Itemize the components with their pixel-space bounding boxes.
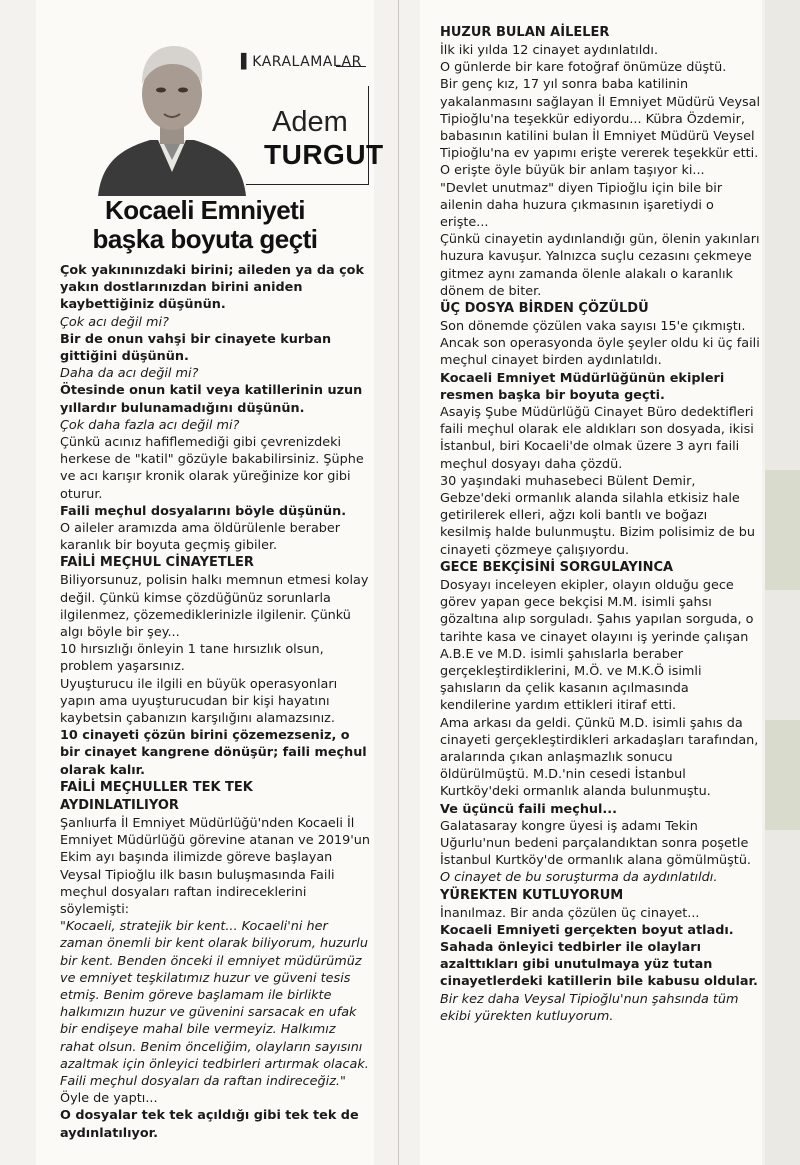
right-column-paragraph: O günlerde bir kare fotoğraf önümüze düştü.	[440, 60, 727, 76]
left-column-paragraph: Şanlıurfa İl Emniyet Müdürlüğü'nden Kocaeli İl Emniyet Müdürlüğü görevine atanan ve 2019'un Ekim ayı başında ilimizde göreve başlayan Veysal Tipioğlu ilk basın buluşmasında Faili meçhul dosyaları raftan indireceklerini söylemişti:	[60, 815, 370, 917]
right-column-paragraph: Sahada önleyici tedbirler ile olayları azalttıkları gibi unutulmaya yüz tutan cinayetlerdeki katillerin bile kabusu oldular.	[440, 939, 758, 990]
article-headline	[36, 196, 374, 254]
left-column-paragraph: Ötesinde onun katil veya katillerinin uzun yıllardır bulunamadığını düşünün.	[60, 383, 363, 416]
left-column-paragraph: Faili meçhul dosyalarını böyle düşünün.	[60, 503, 347, 519]
left-column-paragraph: Çok acı değil mi?	[60, 314, 169, 330]
left-column-paragraph: Çok daha fazla acı değil mi?	[60, 417, 240, 433]
right-column-paragraph: "Devlet unutmaz" diyen Tipioğlu için bile bir ailenin daha huzura çıkmasının işaretiydi o erişte...	[440, 180, 723, 231]
right-column-subheading: HUZUR BULAN AİLELER	[440, 25, 610, 40]
left-column-paragraph: 10 hırsızlığı önleyin 1 tane hırsızlık olsun, problem yaşarsınız.	[60, 642, 324, 675]
author-last-name: TURGUT	[264, 139, 384, 170]
right-column-paragraph: Kocaeli Emniyet Müdürlüğünün ekipleri resmen başka bir boyuta geçti.	[440, 370, 725, 403]
right-column	[420, 0, 762, 1165]
column-label: ▌KARALAMALAR	[241, 54, 362, 70]
left-column-paragraph: Çok yakınınızdaki birini; aileden ya da çok yakın dostlarınızdan birini aniden kaybettiğiniz düşünün.	[60, 263, 364, 313]
left-column-paragraph: Öyle de yaptı...	[60, 1091, 158, 1107]
headline-line-1: Kocaeli Emniyeti	[104, 195, 306, 225]
left-column-paragraph: Bir de onun vahşi bir cinayete kurban gittiğini düşünün.	[60, 331, 332, 365]
left-column-paragraph: "Kocaeli, stratejik bir kent... Kocaeli'ni her zaman önemli bir kent olarak biliyorum, huzurlu bir kent. Benden önceki il emniyet müdürümüz ve emniyet teşkilatımız huzur ve güveni tesis etmiş. Benim göreve başlamam ile birlikte halkımızın huzur ve güvenini sarsacak en ufak bir endişeye mahal bile vermeyiz. Halkımız rahat olsun. Benim önceliğim, olayların sayısını azaltmak için önleyici tedbirleri artırmak olacak. Faili meçhul dosyaları da raftan indireceğiz."	[60, 919, 369, 1089]
right-column-paragraph: Bir genç kız, 17 yıl sonra baba katilinin yakalanmasını sağlayan İl Emniyet Müdürü Veysal Tipioğlu'na teşekkür ediyordu... Kübra Özdemir, babasının katilini bulan İl Emniyet Müdürü Veysel Tipioğlu'na ev yapımı erişte vererek teşekkür etti. O erişte öyle büyük bir anlam taşıyor ki...	[440, 77, 761, 179]
right-column-paragraph: Ve üçüncü faili meçhul...	[440, 801, 618, 817]
headline-line-2: başka boyuta geçti	[92, 224, 318, 254]
left-column-paragraph: Daha da acı değil mi?	[60, 366, 199, 382]
right-column-paragraph: İlk iki yılda 12 cinayet aydınlatıldı.	[440, 43, 659, 58]
right-column-subheading: YÜREKTEN KUTLUYORUM	[440, 887, 624, 903]
right-column-body	[440, 24, 762, 1025]
left-column-subheading: FAİLİ MEÇHUL CİNAYETLER	[60, 555, 254, 571]
author-photo	[88, 32, 256, 196]
right-column-paragraph: 30 yaşındaki muhasebeci Bülent Demir, Gebze'deki ormanlık alanda silahla etkisiz hale getirilerek elleri, ağzı koli bantlı ve boğazı kesilmiş halde bulunmuştu. Bizim polisimiz de bu cinayeti çözmeye çalışıyordu.	[440, 473, 755, 558]
left-column-paragraph: Biliyorsunuz, polisin halkı memnun etmesi kolay değil. Çünkü kimse çözdüğünüz sorunlarla ilgilenmez, çözemediklerinizle ilgilenir. Çünkü algı böyle bir şey...	[60, 573, 369, 641]
column-divider	[398, 0, 399, 1165]
right-column-subheading: GECE BEKÇİSİNİ SORGULAYINCA	[440, 559, 674, 575]
right-column-paragraph: Bir kez daha Veysal Tipioğlu'nun şahsında tüm ekibi yürekten kutluyorum.	[440, 991, 739, 1024]
column-header	[36, 14, 384, 194]
right-column-paragraph: İnanılmaz. Bir anda çözülen üç cinayet...	[440, 905, 700, 921]
right-column-paragraph: Ancak son operasyonda öyle şeyler oldu ki üç faili meçhul cinayet birden aydınlatıldı.	[440, 336, 760, 369]
left-column-body	[60, 262, 372, 1142]
right-column-paragraph: Kocaeli Emniyeti gerçekten boyut atladı.	[440, 922, 734, 938]
right-column-paragraph: Galatasaray kongre üyesi iş adamı Tekin Uğurlu'nun bedeni parçalandıktan sonra poşetle İstanbul Kurtköy'de ormanlık alana gömülmüştü.	[440, 818, 752, 869]
author-first-name: Adem	[272, 106, 348, 138]
left-column	[36, 0, 384, 1165]
left-column-paragraph: Çünkü acınız hafiflemediği gibi çevrenizdeki herkese de "katil" gözüyle bakabilirsiniz. Şüphe ve acı karışır kronik olarak yüreğinize kor gibi oturur.	[60, 435, 364, 502]
column-label-rule	[336, 66, 366, 67]
left-column-paragraph: O aileler aramızda ama öldürülenle beraber karanlık bir boyuta geçmiş gibiler.	[60, 521, 341, 554]
adjacent-page-edge	[765, 0, 800, 1165]
left-column-subheading: FAİLİ MEÇHULLER TEK TEK AYDINLATILIYOR	[60, 779, 253, 813]
right-column-subheading: ÜÇ DOSYA BİRDEN ÇÖZÜLDÜ	[440, 301, 649, 317]
right-column-paragraph: Ama arkası da geldi. Çünkü M.D. isimli şahıs da cinayeti gerçekleştirdikleri arkadaşları tarafından, aralarında çıkan anlaşmazlık sonucu öldürülmüştü. M.D.'nin cesedi İstanbul Kurtköy'deki ormanlık alanda bulunmuştu.	[440, 715, 759, 800]
left-column-paragraph: 10 cinayeti çözün birini çözemezseniz, o bir cinayet kangrene dönüşür; faili meçhul olarak kalır.	[60, 728, 367, 778]
right-column-paragraph: Son dönemde çözülen vaka sayısı 15'e çıkmıştı.	[440, 319, 746, 335]
left-column-paragraph: Uyuşturucu ile ilgili en büyük operasyonları yapın ama uyuşturucudan bir kişi hayatını kaybetsin çabanızın karşılığını alamazsınız.	[60, 676, 338, 727]
left-column-paragraph: O dosyalar tek tek açıldığı gibi tek tek de aydınlatılıyor.	[60, 1108, 359, 1141]
right-column-paragraph: Asayiş Şube Müdürlüğü Cinayet Büro dedektifleri faili meçhul olarak ele aldıkları son dosyada, ikisi İstanbul, biri Kocaeli'de olmak üzere 3 ayrı faili meçhul dosyayı daha çözdü.	[440, 405, 754, 472]
right-column-paragraph: O cinayet de bu soruşturma da aydınlatıldı.	[440, 870, 718, 886]
right-column-paragraph: Dosyayı inceleyen ekipler, olayın olduğu gece görev yapan gece bekçisi M.M. isimli şahsı gözaltına alıp sorguladı. Şahıs yapılan sorguda, o tarihte kasa ve cinayet olayını iş yerinde çalışan A.B.E ve M.D. isimli şahıslarla beraber gerçekleştirdiklerini, M.Ö. ve M.K.Ö isimli şahısların da çelik kasanın açılmasında kendilerine yardım ettikleri itiraf etti.	[440, 577, 754, 714]
right-column-paragraph: Çünkü cinayetin aydınlandığı gün, ölenin yakınları huzura kavuşur. Yalnızca suçlu cezasını çekmeye gitmez aynı zamanda ölenle alakalı o karanlık dönem de biter.	[440, 232, 760, 299]
